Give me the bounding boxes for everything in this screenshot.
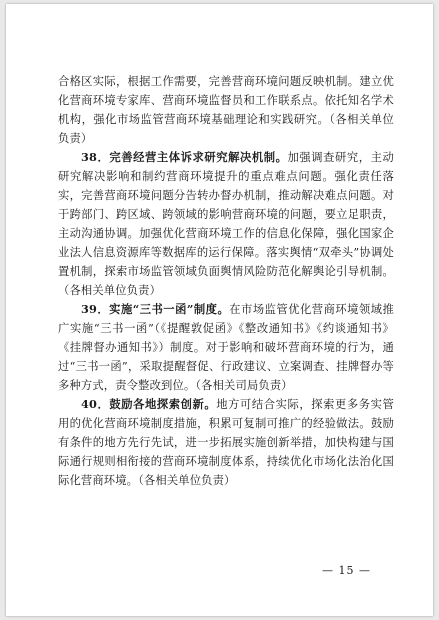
document-page [6, 4, 433, 616]
document-body [58, 72, 394, 490]
paragraph-continuation [58, 72, 394, 148]
paragraph-text: 地方可结合实际，探索更多务实管用的优化营商环境制度措施，积累可复制可推广的经验做法。鼓励有条件的地方先行先试，进一步拓展实施创新举措，加快构建与国际通行规则相衔接的营商环境制度体系，持续优化市场化法治化国际化营商环境。（各相关单位负责） [58, 398, 394, 487]
page-number: — 15 — [322, 564, 371, 577]
item-heading: 39．实施“三书一函”制度。 [81, 302, 230, 316]
paragraph-item-39 [58, 300, 394, 395]
item-heading: 40．鼓励各地探索创新。 [81, 397, 217, 411]
item-heading: 38．完善经营主体诉求研究解决机制。 [81, 150, 288, 164]
paragraph-text: 加强调查研究，主动研究解决影响和制约营商环境提升的重点难点问题。强化责任落实，完善营商环境问题分告转办督办机制，推动解决难点问题。对于跨部门、跨区域、跨领域的影响营商环境的问题，要立足职责，主动沟通协调。加强优化营商环境工作的信息化保障，强化国家企业法人信息资源库等数据库的运行保障。落实舆情“双牵头”协调处置机制，探索市场监管领域负面舆情风险防范化解舆论引导机制。（各相关单位负责） [58, 151, 394, 297]
paragraph-item-40 [58, 395, 394, 490]
paragraph-text: 在市场监管优化营商环境领域推广实施“三书一函”（《提醒敦促函》《整改通知书》《约谈通知书》《挂牌督办通知书》）制度。对于影响和破坏营商环境的行为，通过“三书一函”，采取提醒督促、行政建议、立案调查、挂牌督办等多种方式，责令整改到位。（各相关司局负责） [58, 303, 394, 392]
paragraph-item-38 [58, 148, 394, 300]
paragraph-text: 合格区实际，根据工作需要，完善营商环境问题反映机制。建立优化营商环境专家库、营商环境监督员和工作联系点。依托知名学术机构，强化市场监管营商环境基础理论和实践研究。（各相关单位负责） [58, 75, 394, 145]
